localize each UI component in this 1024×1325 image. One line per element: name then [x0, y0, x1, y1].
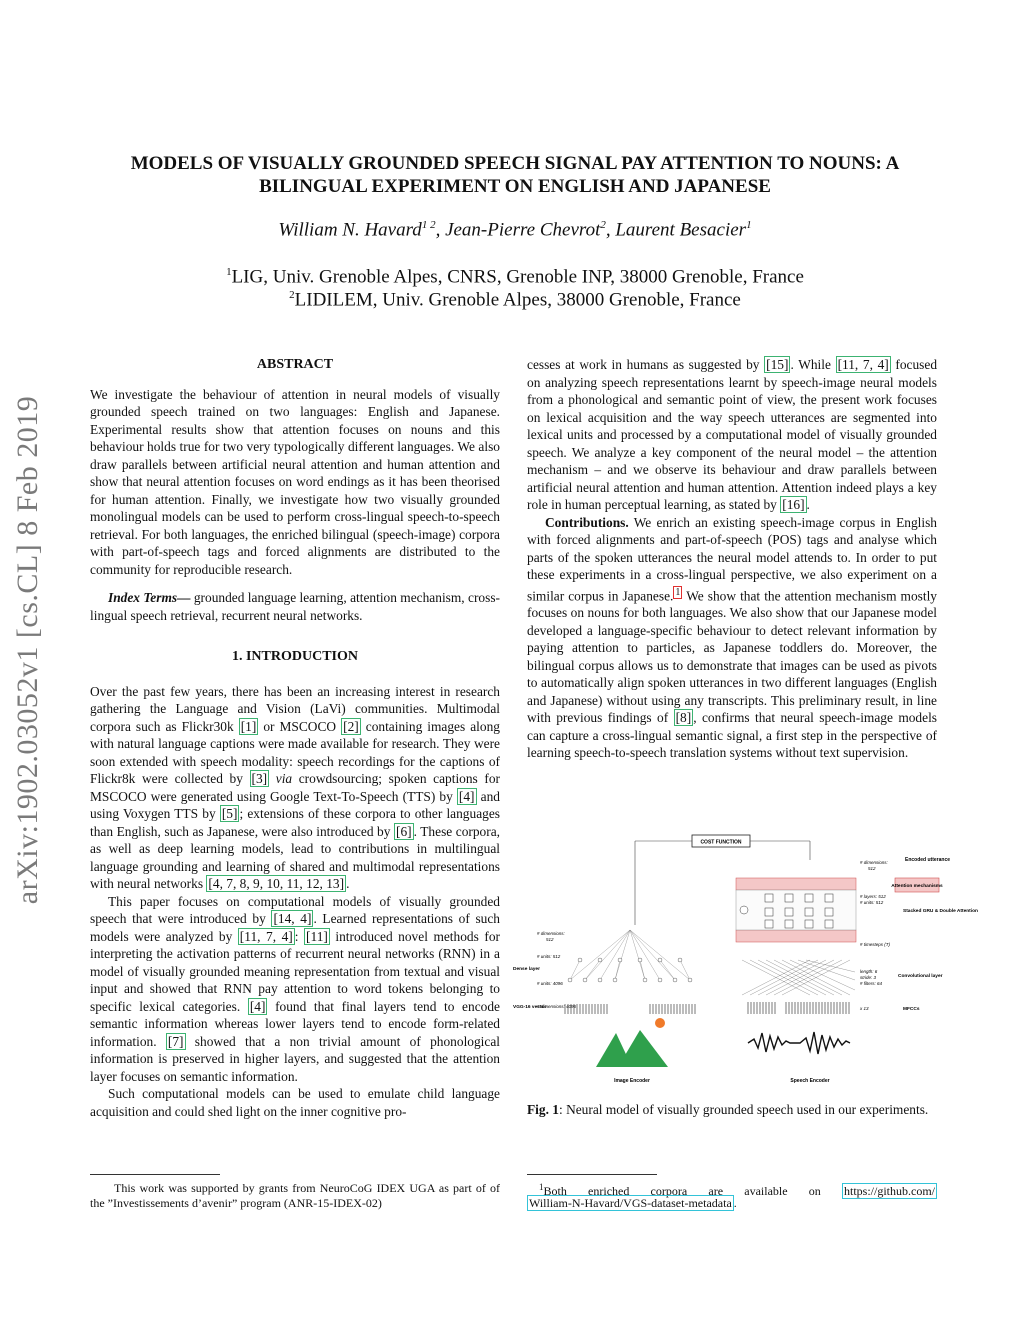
affiliation-2-sup: 2 [289, 289, 295, 301]
citation-link[interactable]: [14, 4] [273, 911, 312, 926]
intro-p2-text-d: introduced novel methods for interpreting the activation patterns of recurrent neural networks (RNN) in a model of visually grounded meaning representation from textual and visual input and showed that RNN pay attention to word tokens belonging to specific lexical categories. [90, 928, 500, 1014]
intro-p1-text-g: . These corpora, as well as deep learning models, lead to contributions in multilingual language grounding and learning of shared and multimodal representations with neural networks [90, 823, 500, 891]
citation-link[interactable]: [3] [251, 771, 268, 786]
dim-512-left-value: 512 [546, 937, 554, 942]
title-line-1: MODELS OF VISUALLY GROUNDED SPEECH SIGNAL PAY ATTENTION TO NOUNS: A [130, 153, 900, 174]
right-p1-text-c: focused on analyzing speech representations learnt by speech-image neural models from a phonological and semantic point of view, the present work focuses on lexical acquisition and the way speech utterances are segmented into lexical units and processed by a computational model of visually grounded speech. We analyze a key component of the neural model – the attention mechanism – and we observe its behaviour and draw parallels between artificial neural attention and human attention. Attention indeed plays a key role in human perceptual learning, as stated by [527, 357, 938, 512]
right-paragraph-2 [527, 514, 937, 762]
title-line-2: BILINGUAL EXPERIMENT ON ENGLISH AND JAPANESE [259, 176, 771, 197]
mfccs-label: MFCCs [903, 1007, 920, 1012]
author-2-sup: 2 [600, 219, 606, 231]
intro-paragraph-3: Such computational models can be used to emulate child language acquisition and could shed light on the inner cognitive pro- [90, 1086, 500, 1119]
arxiv-sidebar [8, 350, 48, 950]
intro-p2-text-e: found that final layers tend to encode semantic information whereas lower layers tend to encode form-related information. [90, 998, 500, 1049]
citation-link[interactable]: [11] [306, 928, 328, 944]
units-512-left-label: # units: 512 [537, 954, 561, 959]
intro-p2-text-f: showed that a non trivial amount of phonological information is preserved in higher layers, and suggested that the attention layer focuses on semantic information. [90, 1033, 501, 1084]
conv-stride-label: stride: 3 [860, 975, 877, 980]
github-link-part-2[interactable]: William-N-Havard/VGS-dataset-metadata [529, 1196, 732, 1210]
citation-link[interactable]: [16] [782, 497, 805, 512]
citation-link[interactable]: [8] [675, 710, 692, 726]
timesteps-label: # timesteps (T) [860, 942, 891, 947]
stacked-gru-label: Stacked GRU & Double Attention [903, 909, 978, 914]
vgg16-label: VGG-16 vector [513, 1005, 547, 1010]
right-column [527, 356, 937, 762]
attention-top-band [736, 878, 856, 890]
attention-mechanisms-label: Attention mechanisms [891, 884, 943, 889]
right-p2-text-c: , confirms that neural speech-image models can capture a cross-lingual semantic signal, a first step in the perspective of learning speech-to-speech translation systems without text supervision. [527, 710, 938, 761]
affiliation-2-text: LIDILEM, Univ. Grenoble Alpes, 38000 Grenoble, France [294, 289, 741, 311]
figure-1-caption-text: : Neural model of visually grounded speech used in our experiments. [559, 1102, 929, 1117]
arxiv-id: arXiv:1902.03052v1 [cs.CL] 8 Feb 2019 [11, 395, 44, 905]
citation-link[interactable]: [11, 7, 4] [239, 928, 293, 944]
right-p2-text-a: We enrich an existing speech-image corpus in English with forced alignments and part-of-speech (POS) tags and analyse which parts of the spoken utterances the neural model attends to. In order to put these experiments in a cross-lingual perspective, we also experiment on a similar corpus in Japanese. [527, 514, 937, 603]
intro-paragraph-1 [90, 683, 500, 893]
footnote-text-a: Both enriched corpora are available on [543, 1184, 821, 1198]
cost-function-label: COST FUNCTION [700, 839, 742, 846]
units-4096-label: # units: 4096 [537, 981, 563, 986]
figure-1-caption-label: Fig. 1 [527, 1102, 559, 1117]
intro-p2-text-a: This paper focuses on computational models of visually grounded speech that were introduced by [90, 893, 500, 926]
affiliation-1-sup: 1 [226, 266, 232, 278]
footnote-text-b: . [733, 1196, 737, 1210]
conv-length-label: length: 6 [860, 969, 878, 974]
intro-p1-text-h: . [346, 876, 350, 891]
left-column [90, 356, 500, 1120]
author-2: Jean-Pierre Chevrot [445, 219, 601, 241]
intro-p1-text-f: ; extensions of these corpora to other languages than English, such as Japanese, were also introduced by [90, 806, 500, 839]
figure-1-caption [527, 1101, 937, 1119]
author-1: William N. Havard [278, 219, 422, 241]
image-encoder-label: Image Encoder [614, 1078, 650, 1084]
right-paragraph-1 [527, 356, 937, 514]
dim-512-left-label: # dimensions: [537, 931, 565, 936]
author-3-sup: 1 [746, 219, 752, 231]
index-terms [90, 589, 500, 624]
conv-filters-label: # filters: 64 [860, 981, 883, 986]
intro-p1-text-e: and using Voxygen TTS by [90, 788, 500, 821]
citation-link[interactable]: [1] [240, 718, 257, 734]
intro-p1-text-c: containing images along with natural language captions were made available for research. They were soon extended with speech modality: speech recordings for the captions of Flickr8k were collected by [90, 718, 500, 786]
conv-layer-lines [742, 960, 855, 995]
author-list: William N. Havard$^{1 2}$, Jean-Pierre Chevrot$^2$, Laurent Besacier$^1$ [278, 219, 752, 241]
dim-512-top-value: 512 [868, 866, 876, 871]
author-3: Laurent Besacier [615, 219, 747, 241]
speech-waveform [748, 1032, 850, 1054]
dense-layer-label: Dense layer [513, 967, 540, 972]
citation-link[interactable]: [11, 7, 4] [837, 357, 889, 372]
citation-link[interactable]: [7] [167, 1033, 184, 1049]
dim-4096-label: # dimensions: 4096 [537, 1004, 577, 1009]
conv-layer-label: Convolutional layer [898, 974, 943, 979]
funding-footnote: This work was supported by grants from NeuroCoG IDEX UGA as part of of the ”Investissements d’avenir” program (ANR-15-IDEX-02) [90, 1181, 500, 1210]
footnote-mark: 1 [539, 1182, 544, 1192]
attention-bottom-band [736, 930, 856, 942]
intro-p1-via: via [275, 771, 293, 786]
right-p1-text-a: cesses at work in humans as suggested by [527, 357, 760, 372]
figure-1-model-diagram [510, 830, 978, 1090]
sum-node [740, 906, 748, 914]
github-link-part-1[interactable]: https://github.com/ [844, 1184, 936, 1198]
citation-link[interactable]: [6] [395, 823, 412, 839]
right-p1-text-b: . While [790, 357, 831, 372]
contributions-label: Contributions. [545, 514, 629, 530]
citation-link[interactable]: [5] [221, 806, 238, 821]
dim-512-top-label: # dimensions: [860, 860, 888, 865]
speech-encoder-label: Speech Encoder [790, 1078, 830, 1084]
index-terms-text: grounded language learning, attention mechanism, cross-lingual speech retrieval, recurrent neural networks. [90, 590, 500, 623]
intro-p2-text-c: : [294, 928, 299, 944]
intro-heading: 1. INTRODUCTION [231, 649, 358, 664]
affiliation-1-text: LIG, Univ. Grenoble Alpes, CNRS, Grenoble INP, 38000 Grenoble, France [231, 266, 804, 288]
layers-label: # layers: 512 [860, 894, 886, 899]
footnote-rule-right [527, 1174, 657, 1175]
sun-icon [655, 1018, 665, 1028]
right-p2-text-b: We show that the attention mechanism mostly focuses on nouns for both languages. We also show that our Japanese model developed a language-specific behaviour to detect relevant information by paying attention to particles, as Japanese toddlers do. Moreover, the bilingual corpus allows us to demonstrate that images can be used as pivots to automatically align spoken utterances in two different languages (English and Japanese) without using any transcripts. This preliminary result, in line with previous findings of [527, 587, 937, 726]
mfcc-bars [748, 1002, 849, 1014]
affiliation-2 [95, 289, 935, 311]
intro-p1-text-b: or MSCOCO [263, 718, 337, 734]
author-1-sup: 1 2 [421, 219, 436, 231]
intro-p2-text-b: . Learned representations of such models were analyzed by [90, 911, 500, 944]
mfcc-dim-label: x 13 [860, 1006, 869, 1011]
citation-link[interactable]: [4] [249, 998, 266, 1014]
vgg-vector-bars [565, 1004, 695, 1014]
citation-link[interactable]: [4] [458, 788, 475, 804]
gru-block [736, 890, 856, 930]
citation-link[interactable]: [2] [343, 718, 359, 734]
footnote-rule-left [90, 1174, 220, 1175]
data-footnote-line-2 [527, 1196, 937, 1211]
units-512-label: # units: 512 [860, 900, 884, 905]
intro-paragraph-2 [90, 893, 500, 1086]
dense-layer-lines [570, 930, 690, 980]
footnote-link[interactable]: 1 [675, 586, 681, 598]
citation-link[interactable]: [15] [766, 357, 789, 372]
index-terms-label: Index Terms— [108, 590, 191, 605]
right-p1-text-d: . [806, 497, 810, 512]
citation-link[interactable]: [4, 7, 8, 9, 10, 11, 12, 13] [208, 876, 345, 891]
affiliation-1 [95, 266, 935, 288]
paper-title [95, 152, 935, 198]
abstract-text: We investigate the behaviour of attention in neural models of visually grounded speech trained on two languages: English and Japanese. Experimental results show that attention focuses on nouns and this behaviour holds true for two very typologically different languages. We also draw parallels between artificial neural attention and human attention and show that neural attention focuses on word endings as it has been theorised for human attention. Finally, we investigate how two visually grounded monolingual models can be used to perform cross-lingual speech-to-speech retrieval. For both languages, the enriched bilingual (speech-image) corpora with part-of-speech tags and forced alignments are distributed to the community for reproducible research. [90, 386, 500, 577]
encoded-utterance-label: Encoded utterance [905, 857, 951, 863]
intro-p1-text-a: Over the past few years, there has been an increasing interest in research gathering the Language and Vision (LaVi) communities. Multimodal corpora such as Flickr30k [90, 683, 500, 734]
abstract-heading: ABSTRACT [256, 357, 334, 372]
intro-p1-text-d: crowdsourcing; spoken captions for MSCOCO were generated using Google Text-To-Speech (TTS) by [90, 771, 500, 804]
